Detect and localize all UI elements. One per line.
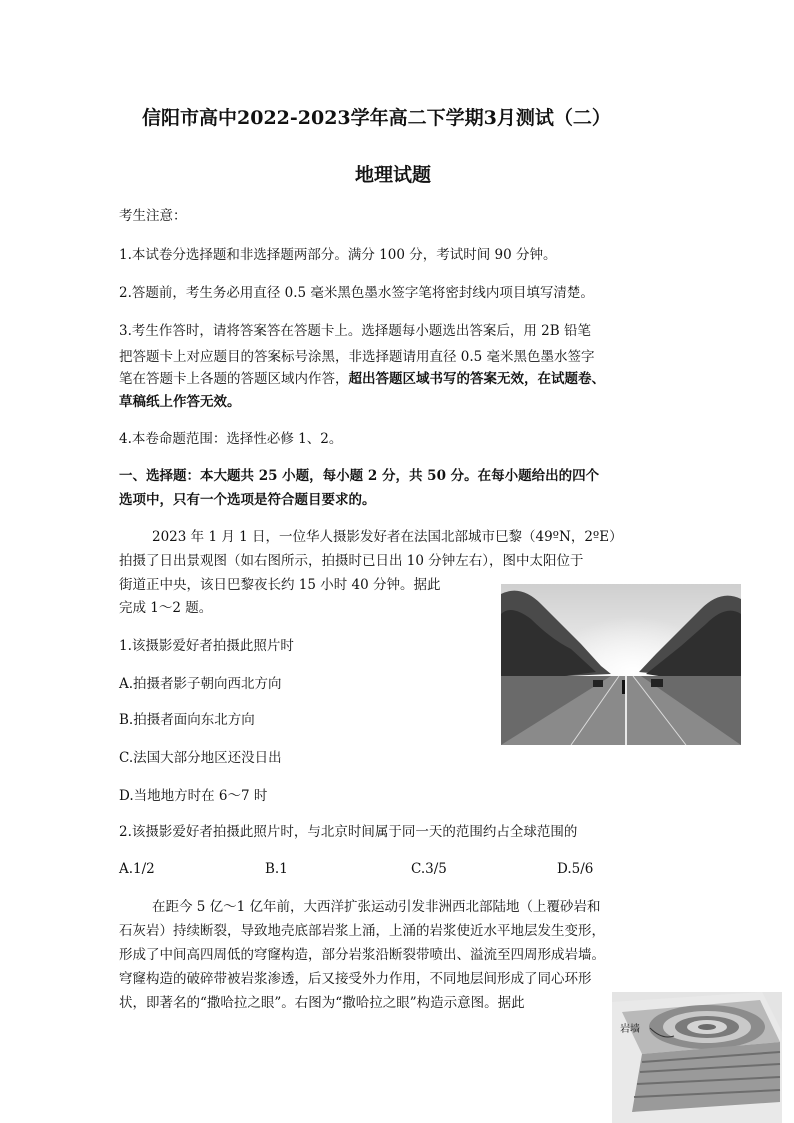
q1-option-b: B.拍摄者面向东北方向 bbox=[119, 712, 255, 728]
notice-item-3-line-1: 3.考生作答时，请将答案答在答题卡上。选择题每小题选出答案后，用 2B 铅笔 bbox=[119, 323, 591, 339]
section-heading-line-2: 选项中，只有一个选项是符合题目要求的。 bbox=[119, 492, 376, 508]
exam-title: 信阳市高中2022-2023学年高二下学期3月测试（二） bbox=[142, 107, 611, 129]
passage2-line-2: 石灰岩）持续断裂，导致地壳底部岩浆上涌，上涌的岩浆使近水平地层发生变形， bbox=[119, 923, 605, 939]
passage2-line-4: 穹窿构造的破碎带被岩浆渗透，后又接受外力作用，不同地层间形成了同心环形 bbox=[119, 971, 592, 987]
notice-item-3-normal: 笔在答题卡上各题的答题区域内作答， bbox=[119, 371, 349, 387]
q1-stem: 1.该摄影爱好者拍摄此照片时 bbox=[119, 638, 294, 654]
dike-label: 岩墙 bbox=[620, 1024, 640, 1035]
passage1-line-4: 完成 1～2 题。 bbox=[119, 600, 213, 616]
q1-option-d: D.当地地方时在 6～7 时 bbox=[119, 788, 268, 804]
passage1-line-3: 街道正中央，该日巴黎夜长约 15 小时 40 分钟。据此 bbox=[119, 577, 441, 593]
notice-item-3-bold: 超出答题区域书写的答案无效，在试题卷、 bbox=[348, 371, 605, 387]
subject-title: 地理试题 bbox=[355, 164, 432, 186]
sunrise-street-photo bbox=[501, 584, 741, 745]
notice-item-4: 4.本卷命题范围：选择性必修 1、2。 bbox=[119, 431, 343, 447]
notice-item-3-line-4: 草稿纸上作答无效。 bbox=[119, 394, 241, 410]
dome-structure-illustration bbox=[612, 992, 782, 1123]
passage2-line-5: 状，即著名的“撒哈拉之眼”。右图为“撒哈拉之眼”构造示意图。据此 bbox=[119, 995, 525, 1011]
q1-option-a: A.拍摄者影子朝向西北方向 bbox=[119, 676, 282, 692]
eye-of-sahara-diagram bbox=[612, 992, 782, 1123]
notice-item-2: 2.答题前，考生务必用直径 0.5 毫米黑色墨水签字笔将密封线内项目填写清楚。 bbox=[119, 285, 594, 301]
section-heading-line-1: 一、选择题：本大题共 25 小题，每小题 2 分，共 50 分。在每小题给出的四个 bbox=[119, 468, 600, 484]
q2-option-a: A.1/2 bbox=[119, 861, 155, 877]
passage2-line-1: 在距今 5 亿～1 亿年前，大西洋扩张运动引发非洲西北部陆地（上覆砂岩和 bbox=[152, 899, 601, 915]
sunrise-street-illustration bbox=[501, 584, 741, 745]
notice-item-3-line-2: 把答题卡上对应题目的答案标号涂黑，非选择题请用直径 0.5 毫米黑色墨水签字 bbox=[119, 349, 595, 365]
passage1-line-2: 拍摄了日出景观图（如右图所示，拍摄时已日出 10 分钟左右），图中太阳位于 bbox=[119, 553, 584, 569]
passage2-line-3: 形成了中间高四周低的穹窿构造，部分岩浆沿断裂带喷出、溢流至四周形成岩墙。 bbox=[119, 947, 605, 963]
notice-item-1: 1.本试卷分选择题和非选择题两部分。满分 100 分，考试时间 90 分钟。 bbox=[119, 247, 557, 263]
q1-option-c: C.法国大部分地区还没日出 bbox=[119, 750, 282, 766]
notice-heading: 考生注意： bbox=[119, 208, 187, 224]
q2-option-d: D.5/6 bbox=[557, 861, 594, 877]
passage1-line-1: 2023 年 1 月 1 日，一位华人摄影发好者在法国北部城市巳黎（49ºN，2ºE） bbox=[152, 529, 623, 545]
q2-option-b: B.1 bbox=[265, 861, 288, 877]
q2-stem: 2.该摄影爱好者拍摄此照片时，与北京时间属于同一天的范围约占全球范围的 bbox=[119, 824, 578, 840]
q2-option-c: C.3/5 bbox=[411, 861, 447, 877]
